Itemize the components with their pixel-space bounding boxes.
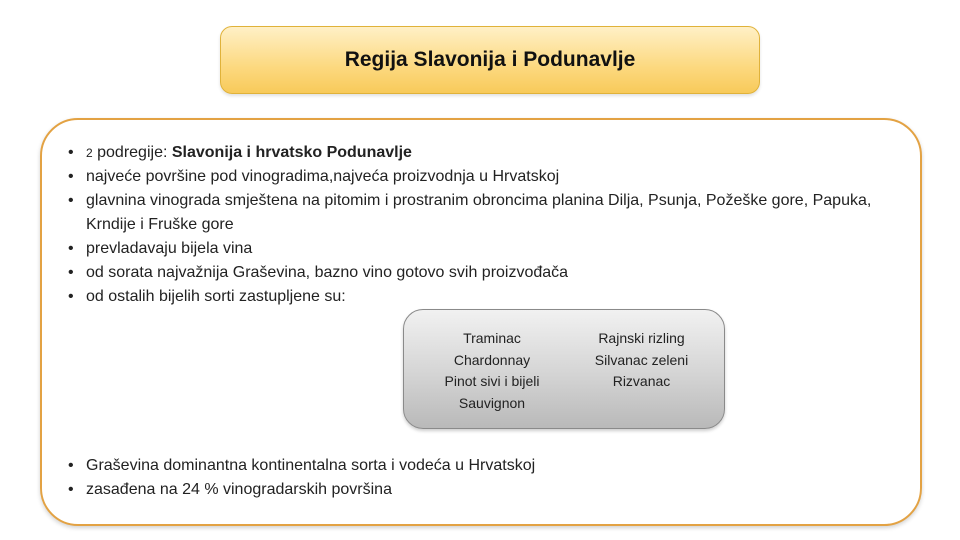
variety-item: Silvanac zeleni [594,351,689,368]
top-bullet-list [64,141,894,309]
varieties-right-column [569,328,714,393]
bullet-other-varieties: • od ostalih bijelih sorti zastupljene su: [64,285,894,309]
bottom-bullet-list [64,454,894,502]
variety-item: Pinot sivi i bijeli [444,373,540,389]
bullet-largest-area: • najveće površine pod vinogradima,najveća proizvodnja u Hrvatskoj [64,165,894,189]
bullet-planted-share: • zasađena na 24 % vinogradarskih površina [64,478,894,502]
variety-item: Rizvanac [612,373,671,389]
varieties-left-column [422,328,562,414]
bullet-grasevina: • od sorata najvažnija Graševina, bazno vino gotovo svih proizvođača [64,261,894,285]
bullet-grasevina-dominant: • Graševina dominantna kontinentalna sorta i vodeća u Hrvatskoj [64,454,894,478]
variety-item: Sauvignon [458,394,526,411]
bullet-text: podregije: [92,144,172,161]
bullet-number: 2 [86,146,93,160]
bullet-bold-text: Slavonija i hrvatsko Podunavlje [171,144,412,161]
variety-item: Rajnski rizling [598,330,685,346]
bullet-subregions [64,141,894,165]
title-box [220,26,760,94]
varieties-box [403,309,725,429]
bullet-white-wines: • prevladavaju bijela vina [64,237,894,261]
bullet-vineyard-location: • glavnina vinograda smještena na pitomim i prostranim obroncima planina Dilja, Psunja, Požeške gore, Papuka, Krndije i Fruške gore [64,189,894,237]
variety-item: Traminac [463,330,521,346]
slide-title: Regija Slavonija i Podunavlje [344,48,636,71]
variety-item: Chardonnay [453,351,531,368]
